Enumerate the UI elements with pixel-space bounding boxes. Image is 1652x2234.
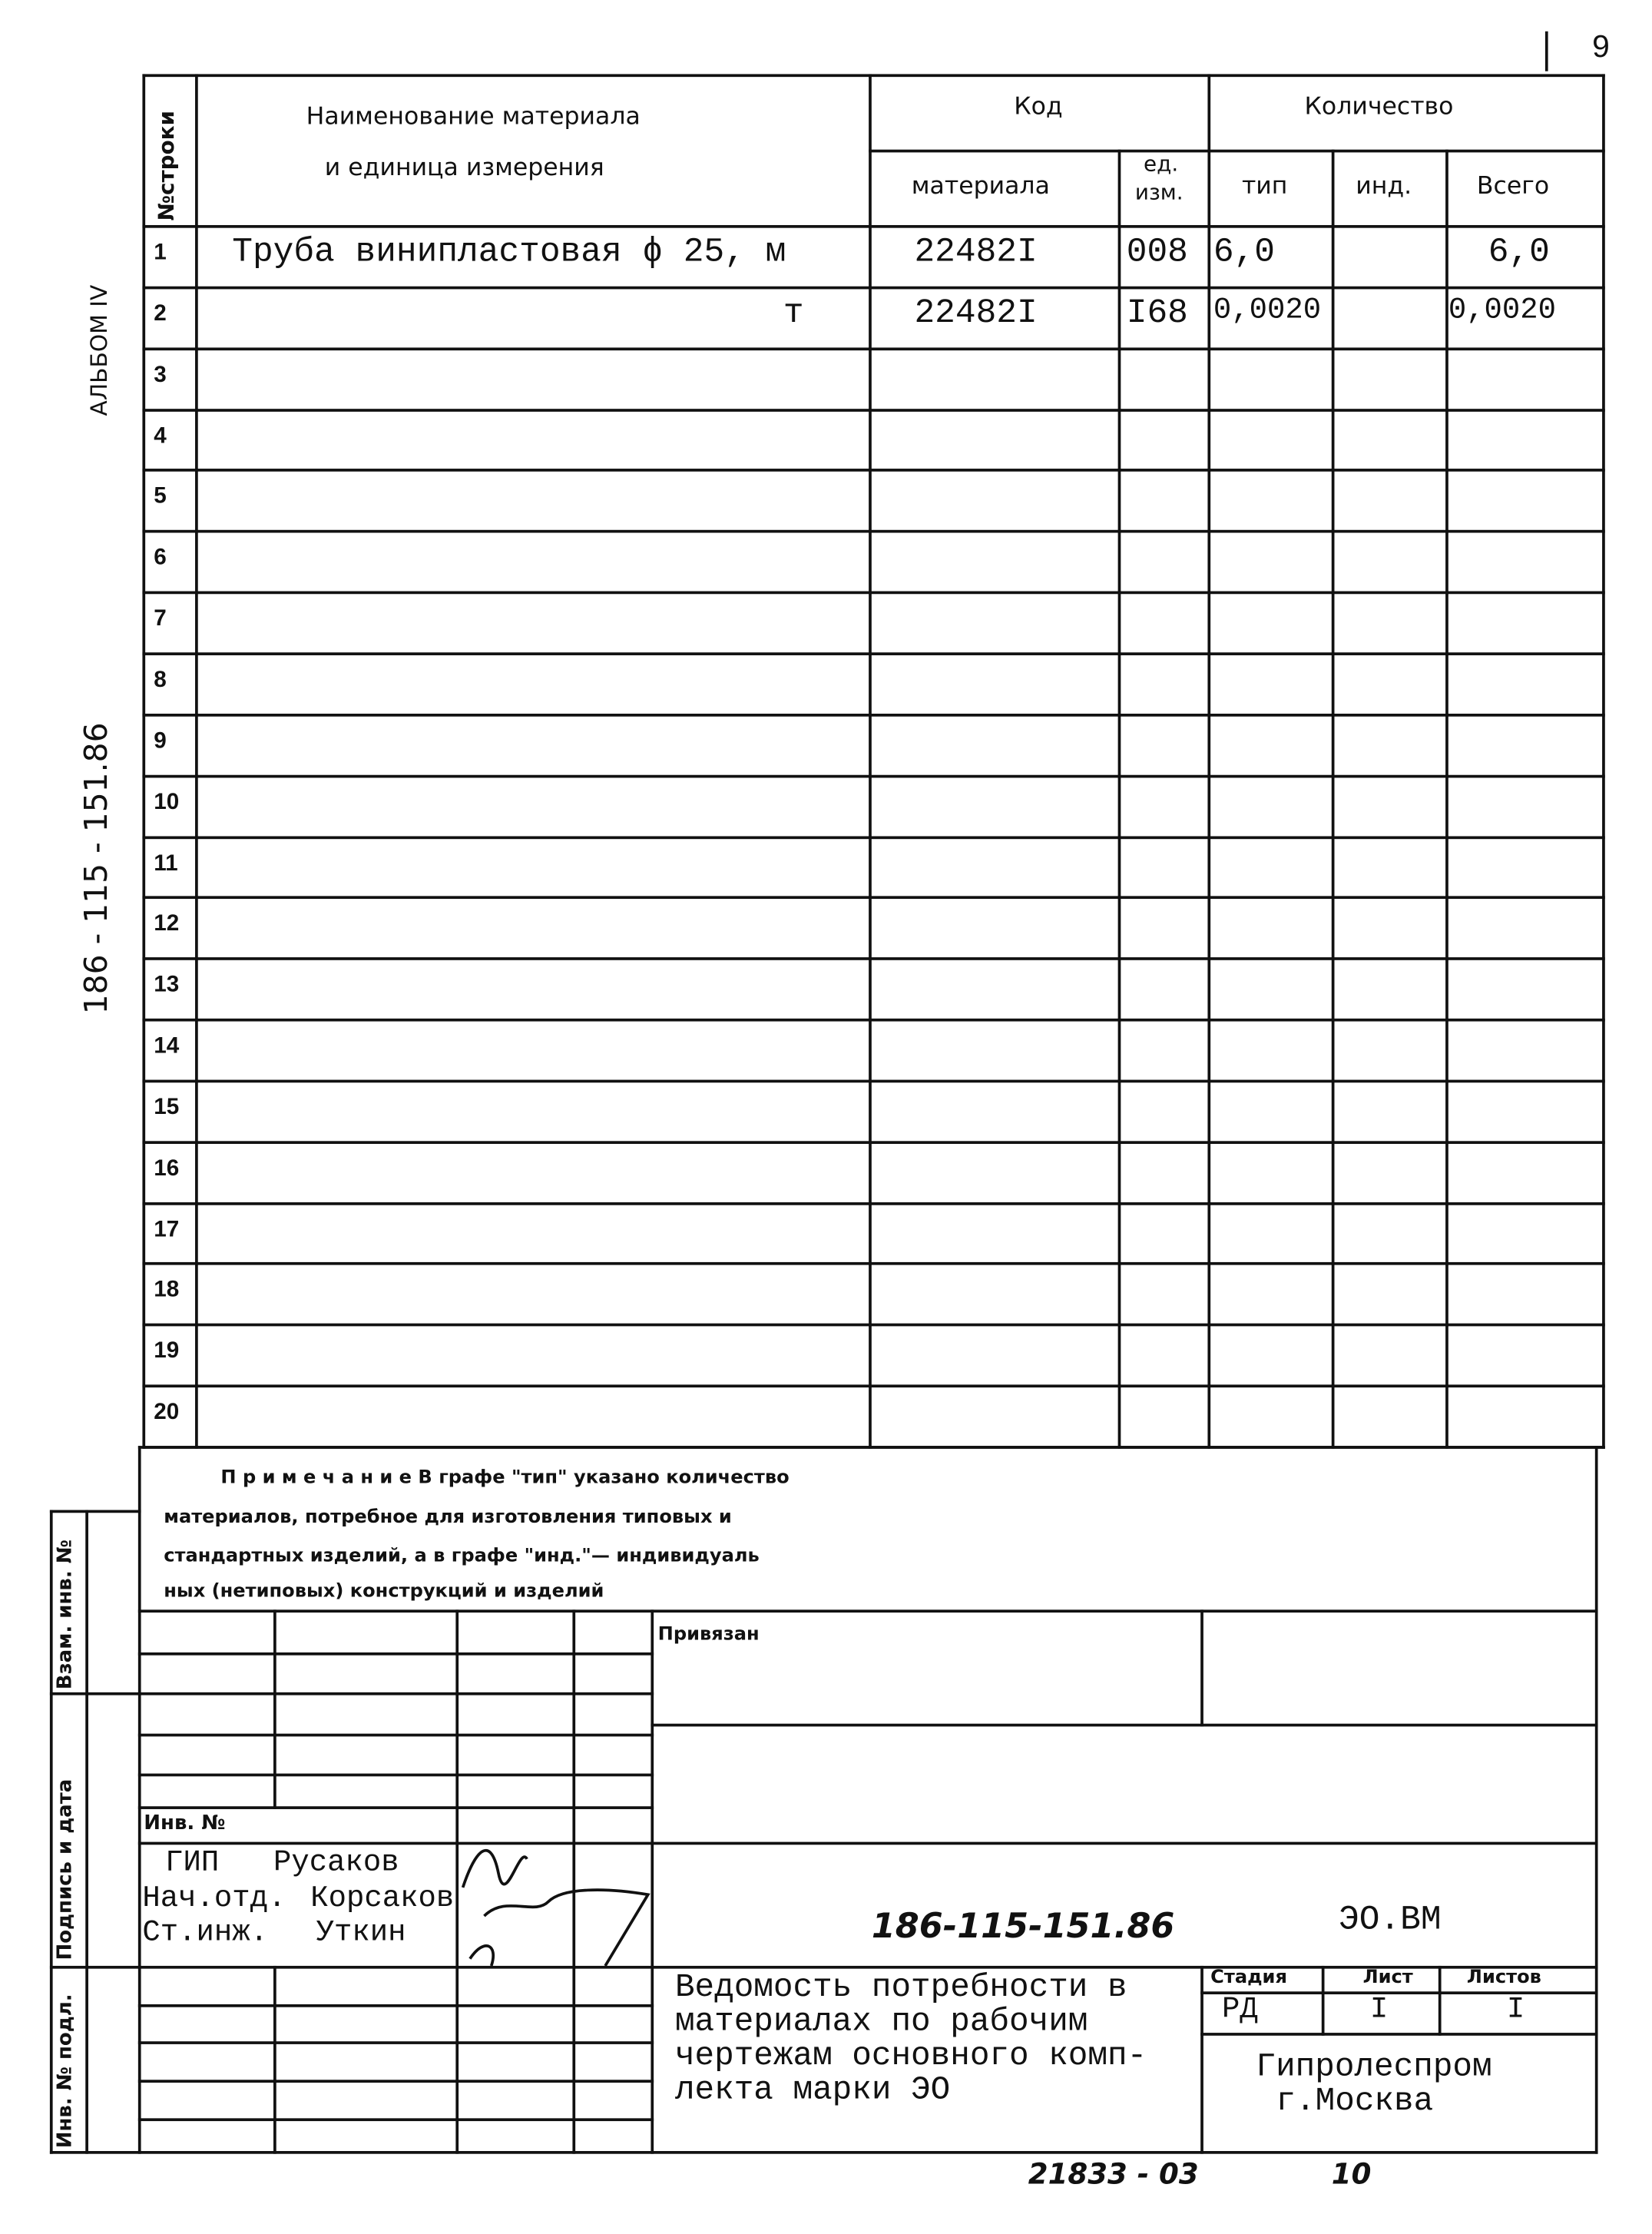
page-number-divider — [1545, 31, 1548, 71]
row-line — [142, 1019, 1604, 1022]
stamp-left — [138, 1446, 141, 2154]
sheet-label: Лист — [1362, 1967, 1413, 1989]
signer-name: Уткин — [316, 1917, 406, 1951]
cell-num: 4 — [154, 423, 167, 449]
header-code: Код — [1014, 92, 1063, 121]
cell-unit: 008 — [1126, 234, 1188, 273]
grid-row-line — [138, 2118, 654, 2121]
row-line — [142, 1202, 1604, 1205]
title-line: Ведомость потребности в — [674, 1968, 1127, 2006]
cell-num: 7 — [154, 607, 167, 631]
column-line — [1602, 74, 1605, 1448]
header-bottom — [142, 225, 1604, 228]
row-line — [142, 287, 1604, 290]
grid-row-line — [138, 1806, 654, 1809]
row-line — [142, 836, 1604, 839]
side-doc-code: 186 - 115 - 151.86 — [79, 722, 116, 1015]
signer-role: ГИП — [165, 1848, 220, 1881]
column-line — [142, 74, 145, 1448]
org-name: Гипролеспром — [1256, 2048, 1492, 2086]
cell-num: 8 — [154, 668, 167, 693]
rule-line — [273, 1966, 276, 2154]
column-line — [1118, 150, 1121, 1449]
note-line: П р и м е ч а н и е В графе "тип" указано количество — [220, 1467, 790, 1489]
cell-unit: I68 — [1126, 294, 1188, 333]
album-label: АЛЬБОМ IV — [85, 284, 113, 416]
cell-code: 22482I — [914, 234, 1038, 273]
title-line: чертежам основного комп- — [674, 2037, 1147, 2074]
table-top-border — [142, 74, 1604, 77]
header-divider — [869, 150, 1605, 153]
note-line: материалов, потребное для изготовления типовых и — [164, 1506, 732, 1529]
row-line — [142, 1262, 1604, 1265]
rule-line — [273, 1609, 276, 1809]
header-qty-ind: инд. — [1356, 172, 1412, 201]
row-line — [142, 1324, 1604, 1327]
grid-row-line — [138, 1692, 654, 1695]
order-number: 21833 - 03 — [1028, 2156, 1199, 2191]
rule-line — [1438, 1966, 1442, 2036]
cell-num: 5 — [154, 485, 167, 509]
signer-role: Нач.отд. — [142, 1883, 286, 1917]
grid-row-line — [138, 1734, 654, 1737]
signer-name: Русаков — [273, 1848, 399, 1881]
cell-num: 19 — [154, 1339, 180, 1364]
rule-line — [869, 74, 872, 1448]
header-name-line1: Наименование материала — [306, 102, 641, 131]
rule-line — [1200, 1609, 1203, 1726]
header-code-unit-1: ед. — [1144, 151, 1179, 177]
page-number: 9 — [1592, 28, 1610, 65]
cell-num: 11 — [154, 850, 178, 876]
rule-line — [50, 1966, 141, 1969]
cell-num: 1 — [154, 240, 167, 265]
column-line — [195, 74, 198, 1448]
rule-line — [50, 1510, 53, 2154]
signer-name: Корсаков — [310, 1883, 455, 1917]
sheet-value: I — [1369, 1994, 1389, 2027]
stamp-mark: ЭО.ВМ — [1339, 1901, 1442, 1941]
cell-num: 17 — [154, 1217, 180, 1242]
header-qty-type: тип — [1241, 172, 1288, 201]
rule-line — [651, 1724, 1597, 1727]
inv-orig-label: Инв. № подл. — [54, 1994, 78, 2149]
note-line: ных (нетиповых) конструкций и изделий — [164, 1581, 604, 1603]
stage-value: РД — [1221, 1994, 1258, 2027]
grid-row-line — [138, 1774, 654, 1777]
page-reference: 10 — [1331, 2156, 1372, 2191]
column-line — [1332, 150, 1335, 1449]
cell-num: 9 — [154, 729, 167, 754]
signer-role: Ст.инж. — [142, 1917, 269, 1951]
stamp-bottom — [50, 2151, 1598, 2154]
header-row-number: №строки — [154, 110, 180, 221]
bound-label: Привязан — [657, 1623, 760, 1646]
rule-line — [651, 1842, 1597, 1845]
header-qty-total: Всего — [1476, 172, 1550, 201]
cell-num: 13 — [154, 973, 180, 998]
header-name-line2: и единица измерения — [324, 154, 604, 183]
cell-type: 6,0 — [1213, 234, 1276, 273]
note-bottom — [138, 1609, 1598, 1613]
inv-no-label: Инв. № — [144, 1811, 226, 1835]
row-line — [142, 775, 1604, 778]
row-line — [142, 469, 1604, 472]
rule-line — [1322, 1966, 1325, 2036]
cell-num: 16 — [154, 1156, 180, 1181]
row-line — [142, 896, 1604, 899]
rule-line — [1200, 1991, 1597, 1994]
row-line — [142, 1141, 1604, 1144]
stamp-doc-code: 186-115-151.86 — [871, 1906, 1175, 1946]
cell-num: 20 — [154, 1400, 180, 1425]
grid-row-line — [138, 2004, 654, 2007]
cell-code: 22482I — [914, 294, 1038, 333]
row-line — [142, 409, 1604, 412]
cell-num: 14 — [154, 1034, 180, 1059]
cell-name: Труба винипластовая ϕ 25, м — [232, 234, 786, 273]
sheets-label: Листов — [1466, 1967, 1541, 1989]
title-line: материалах по рабочим — [674, 2003, 1088, 2040]
row-line — [142, 652, 1604, 655]
title-line: лекта марки ЭО — [674, 2071, 951, 2109]
row-line — [142, 592, 1604, 595]
header-code-material: материала — [911, 172, 1050, 201]
stamp-right — [1595, 1446, 1598, 2154]
grid-row-line — [138, 2080, 654, 2083]
org-city: г.Москва — [1276, 2082, 1434, 2120]
rule-line — [50, 1692, 141, 1695]
row-line — [142, 347, 1604, 350]
document-title — [674, 1968, 1147, 2109]
stage-label: Стадия — [1210, 1967, 1287, 1989]
signatures — [449, 1831, 677, 1973]
rule-line — [50, 1510, 141, 1513]
cell-num: 10 — [154, 790, 180, 814]
cell-num: 15 — [154, 1095, 180, 1120]
cell-num: 12 — [154, 912, 180, 936]
row-line — [142, 530, 1604, 533]
row-line — [142, 1384, 1604, 1387]
rule-line — [1207, 74, 1210, 1448]
column-line — [1445, 150, 1448, 1449]
rule-line — [85, 1510, 88, 2154]
sheets-value: I — [1506, 1994, 1525, 2027]
cell-type: 0,0020 — [1213, 294, 1322, 328]
note-line: стандартных изделий, а в графе "инд."— индивидуаль — [164, 1545, 760, 1567]
row-line — [142, 1080, 1604, 1083]
grid-row-line — [138, 1652, 654, 1656]
cell-total: 0,0020 — [1448, 294, 1557, 328]
cell-num: 2 — [154, 301, 167, 326]
row-line — [142, 714, 1604, 717]
header-quantity: Количество — [1304, 92, 1454, 121]
row-line — [142, 957, 1604, 960]
cell-num: 6 — [154, 545, 167, 571]
header-code-unit-2: изм. — [1134, 179, 1184, 206]
cell-total: 6,0 — [1488, 234, 1550, 273]
cell-name: т — [783, 294, 804, 333]
cell-num: 18 — [154, 1278, 180, 1303]
rule-line — [1200, 2033, 1597, 2036]
grid-row-line — [138, 2041, 654, 2044]
note-top — [138, 1446, 1605, 1449]
sign-date-label: Подпись и дата — [54, 1778, 78, 1961]
replace-inv-label: Взам. инв. № — [54, 1539, 78, 1690]
cell-num: 3 — [154, 363, 167, 387]
